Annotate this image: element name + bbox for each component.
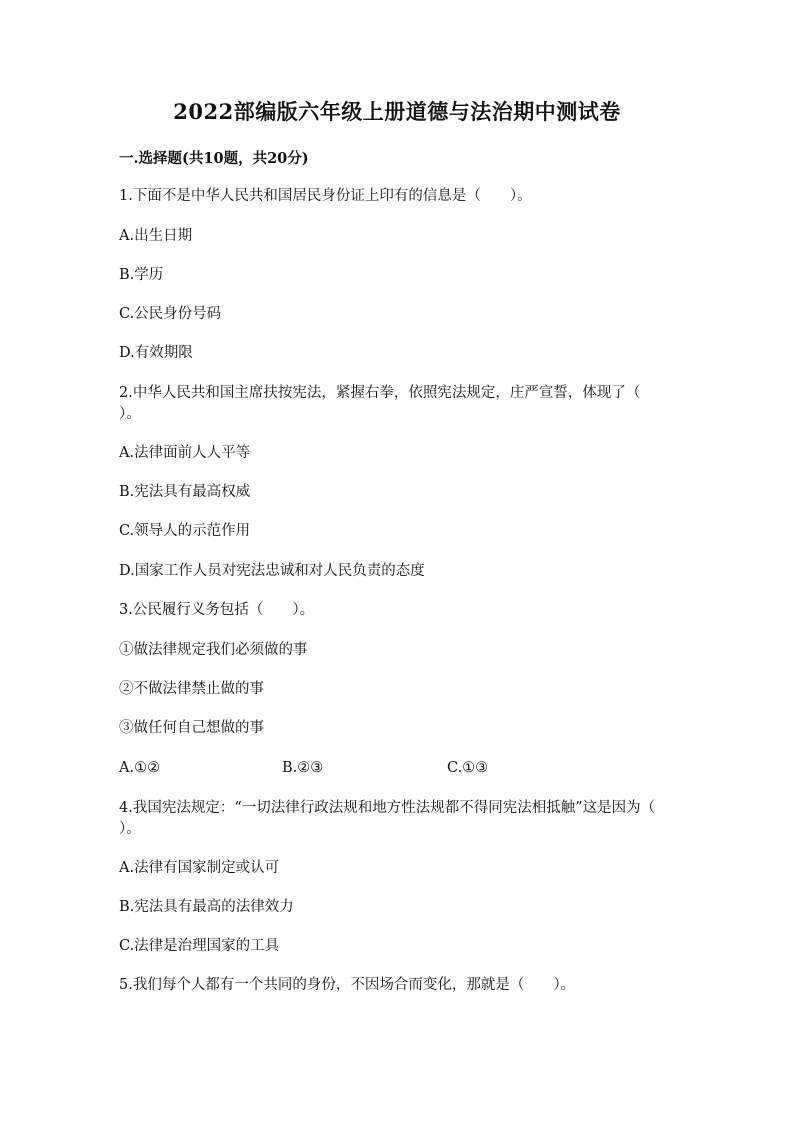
question-3-option-b: B.②③ xyxy=(282,760,324,776)
question-1-option-c: C.公民身份号码 xyxy=(119,306,222,322)
question-3-stem: 3.公民履行义务包括（ ）。 xyxy=(119,602,315,618)
question-1-stem: 1.下面不是中华人民共和国居民身份证上印有的信息是（ ）。 xyxy=(119,188,532,204)
question-3-item-1: ①做法律规定我们必须做的事 xyxy=(119,642,308,658)
question-5-stem: 5.我们每个人都有一个共同的身份，不因场合而变化，那就是（ ）。 xyxy=(119,977,576,993)
question-4-option-b: B.宪法具有最高的法律效力 xyxy=(119,899,294,915)
question-4-stem: 4.我国宪法规定：“一切法律行政法规和地方性法规都不得同宪法相抵触”这是因为（ ）。 xyxy=(119,800,685,837)
question-1-option-b: B.学历 xyxy=(119,267,164,283)
question-4-option-c: C.法律是治理国家的工具 xyxy=(119,938,280,954)
question-2-option-b: B.宪法具有最高权威 xyxy=(119,484,251,500)
question-2-option-a: A.法律面前人人平等 xyxy=(119,445,251,461)
question-3-item-2: ②不做法律禁止做的事 xyxy=(119,681,264,697)
question-2-stem: 2.中华人民共和国主席扶按宪法，紧握右拳，依照宪法规定，庄严宣誓，体现了（ ）。 xyxy=(119,385,670,422)
question-2-option-c: C.领导人的示范作用 xyxy=(119,523,251,539)
question-1-option-d: D.有效期限 xyxy=(119,345,193,361)
exam-title: 2022部编版六年级上册道德与法治期中测试卷 xyxy=(173,99,621,124)
question-3-option-a: A.①② xyxy=(119,760,161,776)
section-heading: 一.选择题(共10题，共20分) xyxy=(119,150,309,167)
question-3-item-3: ③做任何自己想做的事 xyxy=(119,720,264,736)
question-3-option-c: C.①③ xyxy=(447,760,489,776)
question-4-option-a: A.法律有国家制定或认可 xyxy=(119,860,280,876)
question-1-option-a: A.出生日期 xyxy=(119,228,193,244)
question-2-option-d: D.国家工作人员对宪法忠诚和对人民负责的态度 xyxy=(119,563,425,579)
